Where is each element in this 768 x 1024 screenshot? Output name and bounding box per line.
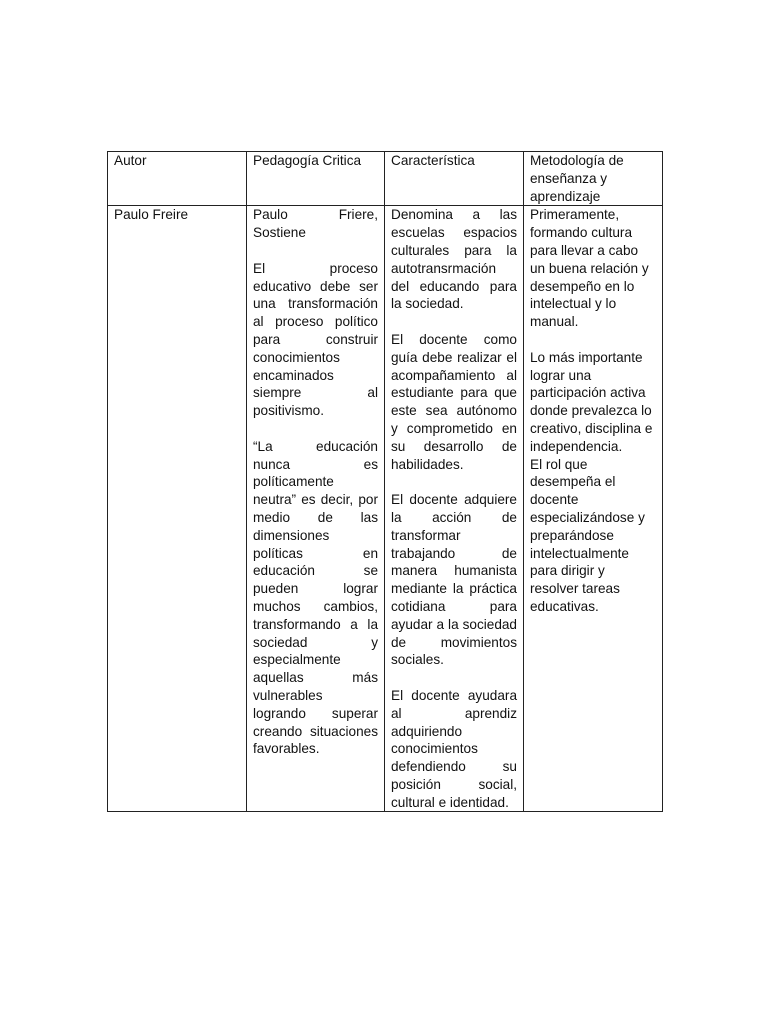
pedagogia-paragraph: El proceso educativo debe ser una transformación al proceso político para construir conocimientos encaminados siempre al positivismo. bbox=[253, 260, 378, 419]
freire-table bbox=[107, 151, 663, 812]
caracteristica-paragraph: El docente ayudara al aprendiz adquiriendo conocimientos defendiendo su posición social, cultural e identidad. bbox=[391, 687, 517, 810]
metodologia-paragraph: El rol que desempeña el docente especializándose y preparándose intelectualmente para dirigir y resolver tareas educativas. bbox=[530, 456, 645, 614]
metodologia-paragraph: Primeramente, formando cultura para llevar a cabo un buena relación y desempeño en lo intelectual y lo manual. bbox=[530, 207, 649, 330]
caracteristica-paragraph: El docente como guía debe realizar el acompañamiento al estudiante para que este sea autónomo y comprometido en su desarrollo de habilidades. bbox=[391, 331, 517, 472]
header-row bbox=[108, 152, 663, 206]
header-autor: Autor bbox=[108, 152, 247, 206]
cell-metodologia bbox=[524, 206, 663, 812]
cell-pedagogia-critica bbox=[247, 206, 385, 812]
caracteristica-paragraph: Denomina a las escuelas espacios culturales para la autotransrmación del educando para la sociedad. bbox=[391, 207, 517, 312]
table-row bbox=[108, 206, 663, 812]
cell-caracteristica bbox=[385, 206, 524, 812]
autor-name: Paulo Freire bbox=[114, 207, 189, 223]
caracteristica-paragraph: El docente adquiere la acción de transformar trabajando de manera humanista mediante la práctica cotidiana para ayudar a la sociedad de movimientos sociales. bbox=[391, 492, 517, 668]
pedagogia-paragraph: “La educación nunca es políticamente neutra” es decir, por medio de las dimensiones políticas en educación se pueden lograr muchos cambios, transformando a la sociedad y especialmente aquellas más vulnerables logrando superar creando situaciones favorables. bbox=[253, 438, 378, 757]
header-pedagogia-critica: Pedagogía Critica bbox=[247, 152, 385, 206]
cell-autor bbox=[108, 206, 247, 812]
pedagogia-paragraph: Paulo Friere, Sostiene bbox=[253, 207, 378, 241]
header-caracteristica: Característica bbox=[385, 152, 524, 206]
header-metodologia: Metodología de enseñanza y aprendizaje bbox=[524, 152, 663, 206]
metodologia-paragraph: Lo más importante lograr una participación activa donde prevalezca lo creativo, disciplina e independencia. bbox=[530, 349, 653, 454]
